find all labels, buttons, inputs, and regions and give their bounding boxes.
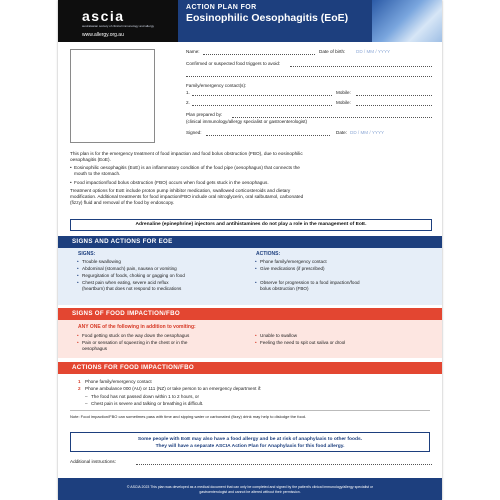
header-banner <box>58 0 442 42</box>
contact-2-label: 2. <box>186 100 190 105</box>
name-label: Name: <box>186 49 200 54</box>
eoe-panel <box>58 248 442 305</box>
fbo-step-1: Phone family/emergency contact <box>85 379 152 384</box>
fbo-actions-bar: ACTIONS FOR FOOD IMPACTION/FBO <box>58 362 442 374</box>
fbo-step-2-number: 2 <box>78 386 81 391</box>
anaphylaxis-notice: Some people with EoE may also have a food allergy and be at risk of anaphylaxis to other foods. They will have a separate ASCIA Action Plan for Anaphylaxis for this food allergy. <box>70 432 430 452</box>
fbo-sign-2: • Pain or sensation of squeezing in the chest or in the <box>82 340 187 346</box>
brand-tagline: australasian society of clinical immunology and allergy <box>82 24 155 28</box>
fbo-condition-2: Chest pain is severe and talking or breathing is difficult. <box>91 401 204 406</box>
signature-field[interactable] <box>206 135 330 136</box>
footer-copyright: © ASCIA 2023 This plan was developed as a medical document that can only be completed and signed by the patient's clinical immunology/allergy specialist or gastroenterologist and cannot be altered without their permission. <box>126 485 374 494</box>
photo-box[interactable] <box>70 49 155 143</box>
date-label: Date: <box>336 130 347 135</box>
contacts-label: Family/emergency contact(s): <box>186 83 247 88</box>
eoe-sign-4-cont: (heartburn) that does not respond to medications <box>82 286 182 291</box>
fbo-sign-2-cont: oesophagus <box>82 346 108 351</box>
intro-bullet-eoe: • Eosinophilic oesophagitis (EoE) is an inflammatory condition of the food pipe (oesophagus) that connects the mouth to the stomach. <box>70 165 430 177</box>
fbo-note-divider <box>70 410 430 411</box>
eoe-action-3: • Observe for progression to a food impaction/food <box>260 280 360 286</box>
triggers-label: Confirmed or suspected food triggers to avoid: <box>186 61 281 66</box>
fbo-dash-1: – <box>85 394 88 399</box>
eoe-sign-3: • Regurgitation of foods, choking or gagging on food <box>82 273 185 279</box>
brand-url[interactable]: www.allergy.org.au <box>82 32 124 38</box>
triggers-field-2[interactable] <box>186 76 432 77</box>
prepared-by-field[interactable] <box>232 117 432 118</box>
eoe-action-1: • Phone family/emergency contact <box>260 259 327 265</box>
intro-bullet-fbo: • Food impaction/food bolus obstruction (FBO) occurs when food gets stuck in the oesophagus. <box>70 180 430 186</box>
plan-title: Eosinophilic Oesophagitis (EoE) <box>186 12 349 24</box>
fbo-note: Note: Food impaction/FBO can sometimes pass with time and sipping water or carbonated (fizzy) drink may help to dislodge the food. <box>70 414 307 419</box>
brand-name: ascia <box>82 8 125 24</box>
eoe-action-2: • Give medications (if prescribed) <box>260 266 325 272</box>
fbo-signs-panel <box>58 320 442 358</box>
fbo-dash-2: – <box>85 401 88 406</box>
fbo-signs-bar: SIGNS OF FOOD IMPACTION/FBO <box>58 308 442 320</box>
mobile-1-label: Mobile: <box>336 90 351 95</box>
fbo-sign-4: • Feeling the need to spit out saliva or drool <box>260 340 345 346</box>
eoe-action-3-cont: bolus obstruction (FBO) <box>260 286 309 291</box>
dob-label: Date of birth: <box>319 49 346 54</box>
additional-instructions-label: Additional instructions: <box>70 459 116 464</box>
fbo-condition-1: The food has not passed down within 1 to 2 hours, or <box>91 394 200 399</box>
fbo-step-2: Phone ambulance 000 (AU) or 111 (NZ) or take person to an emergency department if: <box>85 386 262 391</box>
additional-instructions-field[interactable] <box>136 464 432 465</box>
header-artwork <box>372 0 442 42</box>
signed-label: Signed: <box>186 130 202 135</box>
fbo-signs-lead: ANY ONE of the following in addition to vomiting: <box>78 324 196 330</box>
contact-1-label: 1. <box>186 90 190 95</box>
fbo-sign-3: • Unable to swallow <box>260 333 297 339</box>
eoe-sign-1: • Trouble swallowing <box>82 259 121 265</box>
name-field[interactable] <box>203 54 315 55</box>
fbo-actions-panel <box>58 374 442 426</box>
intro-treatment: Treatment options for EoE include proton pump inhibitor medication, swallowed corticosteroids and dietary modification. Additional treatments for food impaction/FBO include oral nitroglycerin, oral salbutamol, carbonated (fizzy) fluid and removal of the food by endoscopy. <box>70 188 304 205</box>
triggers-field-1[interactable] <box>290 66 432 67</box>
mobile-2-label: Mobile: <box>336 100 351 105</box>
prepared-by-label: Plan prepared by: <box>186 112 223 117</box>
eoe-actions-heading: ACTIONS: <box>256 251 281 257</box>
mobile-2-field[interactable] <box>356 105 432 106</box>
contact-1-field[interactable] <box>192 95 332 96</box>
contact-2-field[interactable] <box>192 105 332 106</box>
adrenaline-warning: Adrenaline (epinephrine) injectors and antihistamines do not play a role in the management of EoE. <box>70 219 432 231</box>
eoe-sign-4: • Chest pain when eating, severe acid reflux <box>82 280 169 286</box>
plan-kicker: ACTION PLAN FOR <box>186 4 257 11</box>
mobile-1-field[interactable] <box>356 95 432 96</box>
dob-field[interactable]: DD / MM / YYYY <box>356 49 391 54</box>
fbo-step-1-number: 1 <box>78 379 81 384</box>
fbo-sign-1: • Food getting stuck on the way down the oesophagus <box>82 333 189 339</box>
intro-paragraph: This plan is for the emergency treatment of food impaction and food bolus obstruction (FBO), due to eosinophilic oesophagitis (EoE). <box>70 151 303 162</box>
eoe-signs-heading: SIGNS: <box>78 251 96 257</box>
eoe-sign-2: • Abdominal (stomach) pain, nausea or vomiting <box>82 266 177 272</box>
eoe-section-bar: SIGNS AND ACTIONS FOR EOE <box>58 236 442 248</box>
ascia-logo <box>58 0 178 42</box>
date-field[interactable]: DD / MM / YYYY <box>350 130 385 135</box>
prepared-by-sublabel: (clinical immunology/allergy specialist or gastroenterologist) <box>186 119 308 124</box>
action-plan-sheet <box>58 0 442 500</box>
footer <box>58 478 442 500</box>
